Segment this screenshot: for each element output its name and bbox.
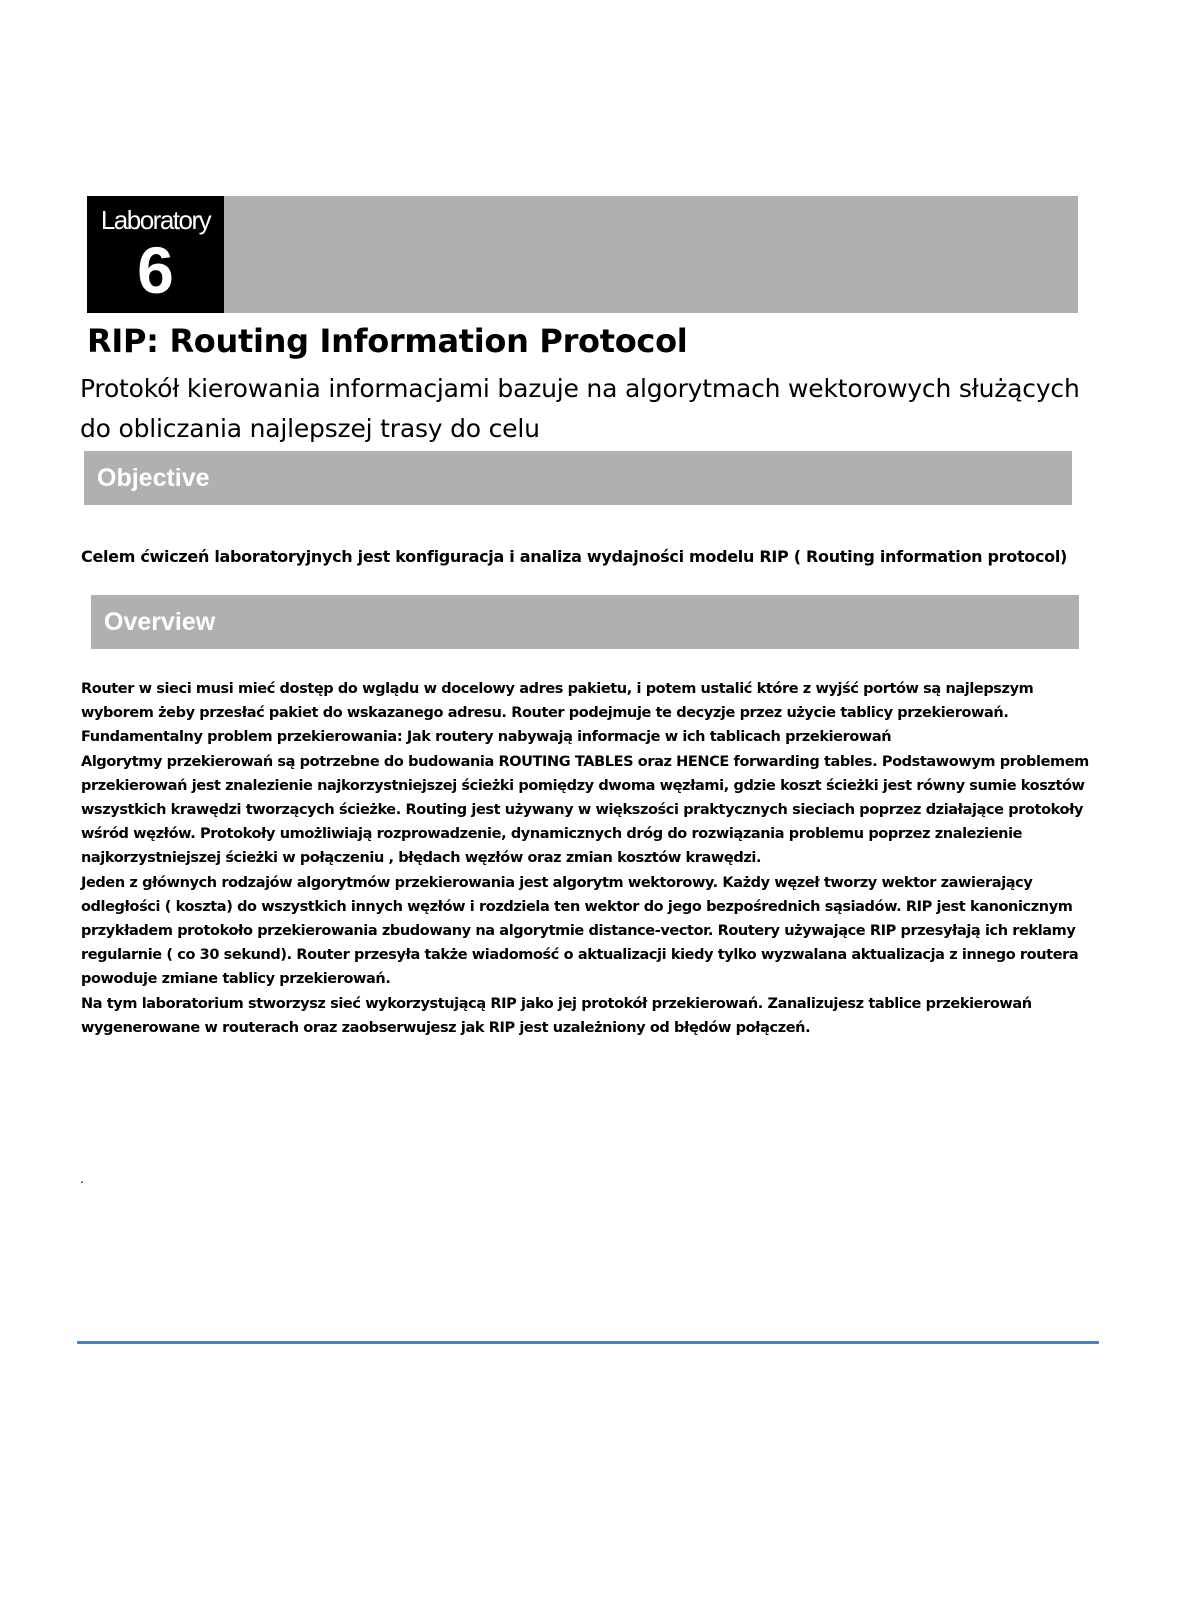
lab-badge-number: 6 <box>137 233 174 307</box>
footer-divider <box>77 1341 1099 1344</box>
page-title: RIP: Routing Information Protocol <box>87 322 688 360</box>
objective-heading: Objective <box>97 464 210 492</box>
objective-section-header <box>84 451 1072 505</box>
overview-heading: Overview <box>104 608 216 636</box>
stray-mark: . <box>80 1172 84 1186</box>
overview-body <box>81 677 1091 1040</box>
overview-section-header <box>91 595 1079 649</box>
overview-paragraph: Jeden z głównych rodzajów algorytmów przekierowania jest algorytm wektorowy. Każdy węzeł tworzy wektor zawierający odległości ( koszta) do wszystkich innych węzłów i rozdziela ten wektor do jego bezpośrednich sąsiadów. RIP jest kanonicznym przykładem protokoło przekierowania zbudowany na algorytmie distance-vector. Routery używające RIP przesyłają ich reklamy regularnie ( co 30 sekund). Router przesyła także wiadomość o aktualizacji kiedy tylko wyzwalana aktualizacja z innego routera powoduje zmiane tablicy przekierowań. <box>81 874 1079 988</box>
overview-paragraph: Algorytmy przekierowań są potrzebne do budowania ROUTING TABLES oraz HENCE forwarding tables. Podstawowym problemem przekierowań jest znalezienie najkorzystniejszej ścieżki pomiędzy dwoma węzłami, gdzie koszt ścieżki jest równy sumie kosztów wszystkich krawędzi tworzących ścieżke. Routing jest używany w większości praktycznych sieciach poprzez działające protokoły wśród węzłów. Protokoły umożliwiają rozprowadzenie, dynamicznych dróg do rozwiązania problemu poprzez znalezienie najkorzystniejszej ścieżki w połączeniu , błędach węzłów oraz zmian kosztów krawędzi. <box>81 753 1089 867</box>
lab-badge-word: Laboratory <box>100 205 211 235</box>
page-subtitle: Protokół kierowania informacjami bazuje na algorytmach wektorowych służących do obliczania najlepszej trasy do celu <box>80 374 1080 443</box>
lab-badge <box>87 196 224 313</box>
lab-banner <box>87 196 1078 313</box>
objective-text: Celem ćwiczeń laboratoryjnych jest konfiguracja i analiza wydajności modelu RIP ( Routing information protocol) <box>81 547 1068 566</box>
overview-paragraph: Router w sieci musi mieć dostęp do wglądu w docelowy adres pakietu, i potem ustalić które z wyjść portów są najlepszym wyborem żeby przesłać pakiet do wskazanego adresu. Router podejmuje te decyzje przez użycie tablicy przekierowań. Fundamentalny problem przekierowania: Jak routery nabywają informacje w ich tablicach przekierowań <box>81 681 1034 746</box>
overview-paragraph: Na tym laboratorium stworzysz sieć wykorzystującą RIP jako jej protokół przekierowań. Zanalizujesz tablice przekierowań wygenerowane w routerach oraz zaobserwujesz jak RIP jest uzależniony od błędów połączeń. <box>81 995 1032 1036</box>
